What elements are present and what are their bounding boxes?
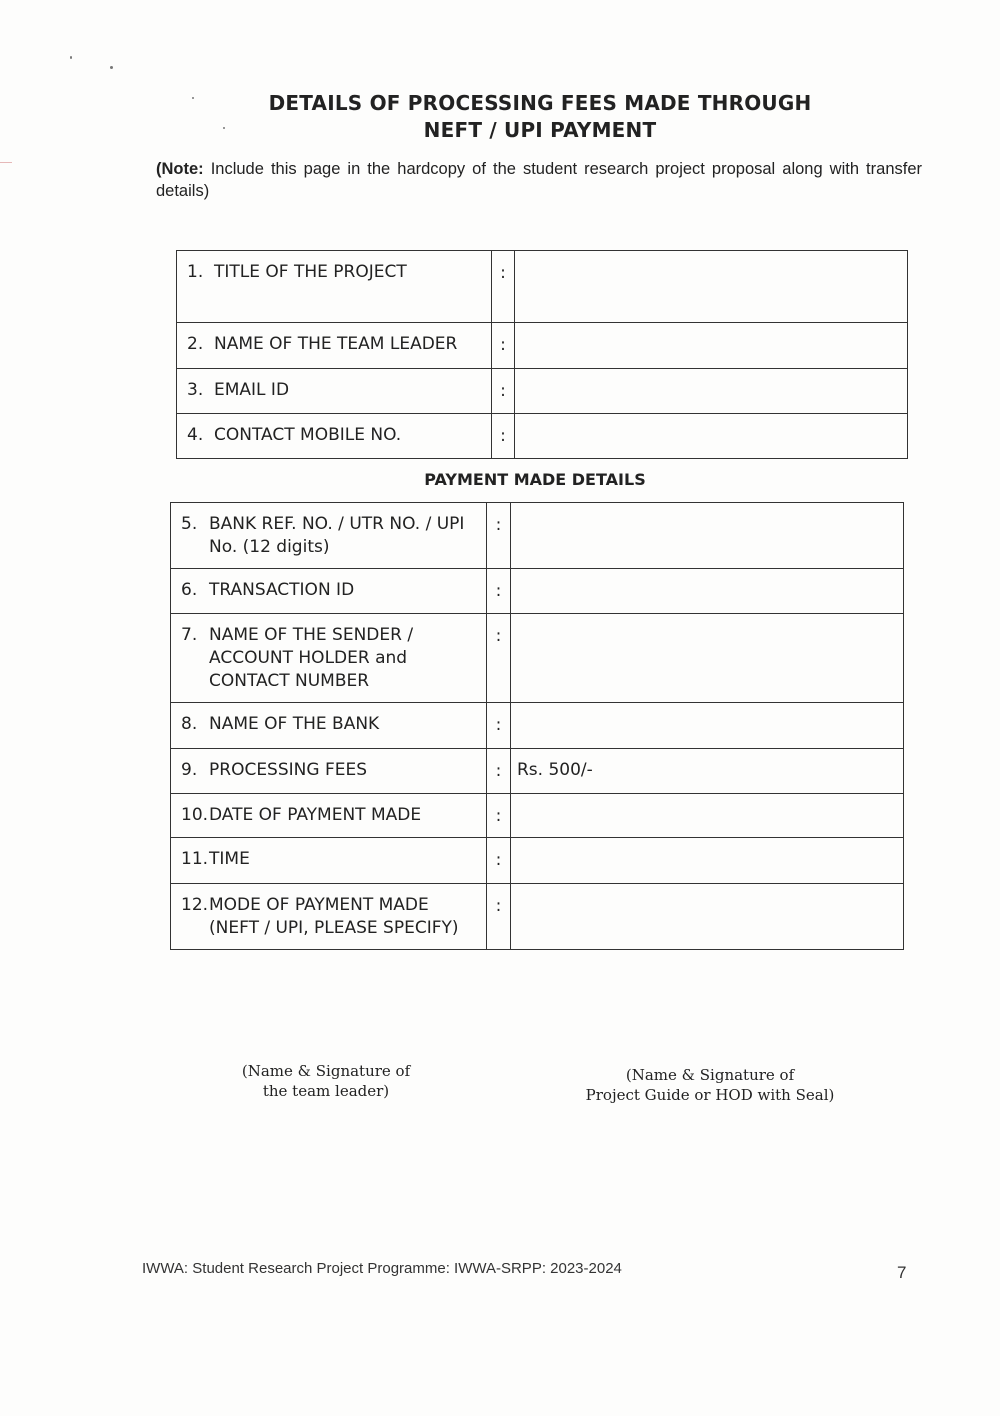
field-label: [177, 369, 492, 414]
guide-signature-caption: [560, 1065, 860, 1105]
field-label-text: DATE OF PAYMENT MADE: [209, 805, 422, 825]
page-number: 7: [897, 1263, 907, 1282]
colon-separator: :: [487, 569, 511, 614]
field-number: 5.: [181, 514, 198, 534]
colon-separator: :: [492, 251, 515, 323]
signature-caption-line: Project Guide or HOD with Seal): [585, 1086, 835, 1104]
field-label-text: NAME OF THE TEAM LEADER: [214, 334, 458, 354]
sender-name-field[interactable]: [511, 614, 904, 703]
table-row: [171, 794, 904, 838]
field-label: [177, 323, 492, 369]
field-label: [177, 251, 492, 323]
table-row: [177, 251, 908, 323]
colon-separator: :: [487, 503, 511, 569]
bank-ref-field[interactable]: [511, 503, 904, 569]
page-title-line2: NEFT / UPI PAYMENT: [423, 118, 657, 142]
colon-separator: :: [487, 794, 511, 838]
field-number: 3.: [187, 380, 204, 400]
transaction-id-field[interactable]: [511, 569, 904, 614]
page-title-line1: DETAILS OF PROCESSING FEES MADE THROUGH: [268, 91, 812, 115]
note-text: Include this page in the hardcopy of the student research project proposal along with transfer details): [156, 160, 922, 200]
field-number: 10.: [181, 805, 209, 825]
processing-fees-value: Rs. 500/-: [511, 749, 904, 794]
colon-separator: :: [492, 414, 515, 459]
payment-details-table: [170, 502, 904, 950]
colon-separator: :: [487, 614, 511, 703]
field-label: [171, 703, 487, 749]
field-label-text: PROCESSING FEES: [209, 760, 367, 780]
colon-separator: :: [487, 703, 511, 749]
field-label-text: NAME OF THE SENDER / ACCOUNT HOLDER and CONTACT NUMBER: [209, 625, 414, 691]
project-title-field[interactable]: [515, 251, 908, 323]
colon-separator: :: [492, 369, 515, 414]
field-label-text: EMAIL ID: [214, 380, 290, 400]
email-id-field[interactable]: [515, 369, 908, 414]
field-label: [171, 838, 487, 884]
scan-speck: [70, 56, 72, 59]
team-leader-name-field[interactable]: [515, 323, 908, 369]
team-leader-signature-caption: [216, 1061, 436, 1101]
contact-mobile-field[interactable]: [515, 414, 908, 459]
table-row: [177, 323, 908, 369]
field-label-text: CONTACT MOBILE NO.: [214, 425, 402, 445]
signature-caption-line: the team leader): [262, 1082, 390, 1100]
field-number: 12.: [181, 895, 209, 915]
field-number: 6.: [181, 580, 198, 600]
signature-caption-line: (Name & Signature of: [241, 1062, 411, 1080]
field-number: 7.: [181, 625, 198, 645]
payment-mode-field[interactable]: [511, 884, 904, 950]
field-number: 1.: [187, 262, 204, 282]
field-number: 9.: [181, 760, 198, 780]
field-label-text: MODE OF PAYMENT MADE (NEFT / UPI, PLEASE SPECIFY): [209, 895, 459, 938]
field-number: 4.: [187, 425, 204, 445]
table-row: [171, 884, 904, 950]
table-row: [171, 503, 904, 569]
payment-date-field[interactable]: [511, 794, 904, 838]
field-label-text: NAME OF THE BANK: [209, 714, 380, 734]
field-label: [171, 884, 487, 950]
colon-separator: :: [487, 884, 511, 950]
scan-speck: [110, 66, 113, 69]
table-row: [171, 838, 904, 884]
colon-separator: :: [487, 749, 511, 794]
field-label: [171, 614, 487, 703]
colon-separator: :: [492, 323, 515, 369]
field-label-text: BANK REF. NO. / UTR NO. / UPI No. (12 digits): [209, 514, 465, 557]
project-details-table: [176, 250, 908, 459]
table-row: [171, 614, 904, 703]
field-number: 2.: [187, 334, 204, 354]
bank-name-field[interactable]: [511, 703, 904, 749]
table-row: [177, 369, 908, 414]
field-label: [171, 569, 487, 614]
table-row: [177, 414, 908, 459]
field-number: 11.: [181, 849, 209, 869]
note-label: (Note:: [156, 160, 204, 178]
field-label: [171, 503, 487, 569]
payment-section-heading: PAYMENT MADE DETAILS: [424, 470, 646, 489]
page-footer: IWWA: Student Research Project Programme: IWWA-SRPP: 2023-2024: [142, 1260, 622, 1277]
payment-time-field[interactable]: [511, 838, 904, 884]
field-label: [177, 414, 492, 459]
table-row: [171, 569, 904, 614]
instruction-note: [156, 158, 922, 202]
colon-separator: :: [487, 838, 511, 884]
margin-mark: [0, 162, 12, 163]
field-label: [171, 749, 487, 794]
field-number: 8.: [181, 714, 198, 734]
signature-caption-line: (Name & Signature of: [625, 1066, 795, 1084]
field-label-text: TIME: [209, 849, 250, 869]
field-label-text: TRANSACTION ID: [209, 580, 355, 600]
table-row: [171, 703, 904, 749]
table-row: [171, 749, 904, 794]
field-label: [171, 794, 487, 838]
field-label-text: TITLE OF THE PROJECT: [214, 262, 407, 282]
